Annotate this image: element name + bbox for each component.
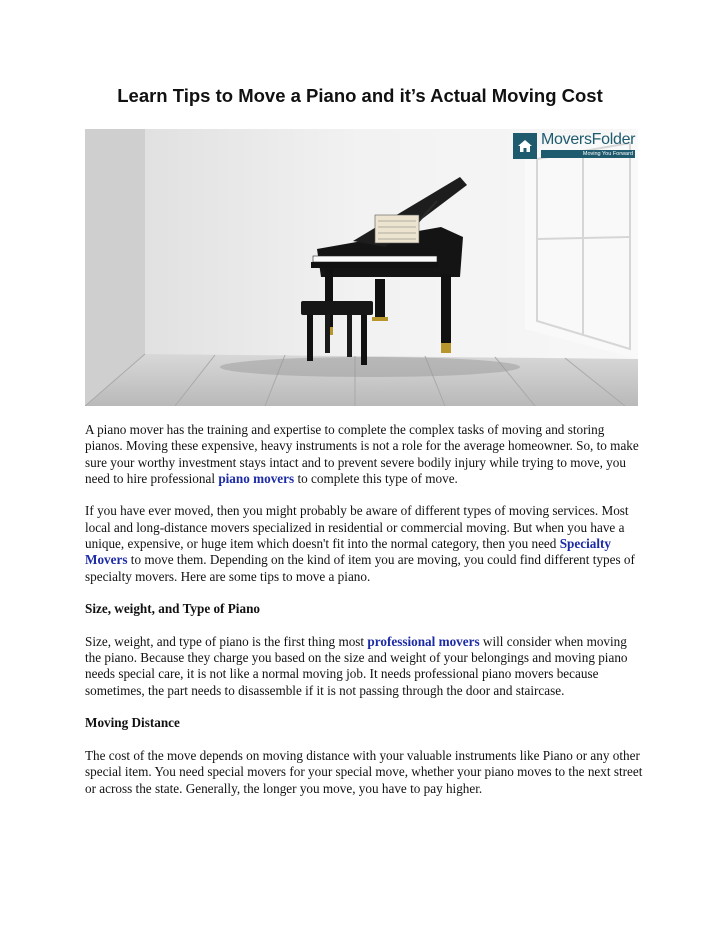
paragraph-moving-distance: The cost of the move depends on moving distance with your valuable instruments like Piano or any other special item. You need special movers for your special move, whether your piano moves to the next street or across the state. Generally, the longer you move, you have to pay higher. [85,747,643,796]
paragraph-text: to move them. Depending on the kind of item you are moving, you could find different types of specialty movers. Here are some tips to move a piano. [85,552,635,584]
piano-movers-link[interactable]: piano movers [218,470,295,486]
page-title: Learn Tips to Move a Piano and it’s Actual Moving Cost [117,85,603,106]
paragraph-text: A piano mover has the training and expertise to complete the complex tasks of moving and storing pianos. Moving these expensive, heavy instruments is not a role for the average homeowner. So, to make sure your worthy investment stays intact and to prevent severe bodily injury while trying to move, you need to hire professional [85,422,639,486]
hero-image-piano [85,129,638,406]
paragraph-text: If you have ever moved, then you might probably be aware of different types of moving services. Most local and long-distance movers specialized in residential or commercial moving. But when you have a unique, expensive, or huge item which doesn't fit into the normal category, then you need [85,503,629,552]
article-body [85,422,645,813]
heading-moving-distance: Moving Distance [85,715,180,731]
professional-movers-link[interactable]: professional movers [367,633,480,649]
paragraph-piano-mover [85,422,645,487]
movers-folder-logo [513,133,635,159]
logo-name: MoversFolder [541,131,636,148]
heading-size-weight-type: Size, weight, and Type of Piano [85,601,260,617]
paragraph-size-weight [85,634,645,699]
paragraph-text: to complete this type of move. [294,470,458,486]
paragraph-text: will consider when moving the piano. Because they charge you based on the size and weight of your belongings and moving piano needs special care, it is not like a normal moving job. It needs professional piano movers because sometimes, the part needs to disassemble if it is not passing through the door and staircase. [85,633,628,698]
house-icon [513,133,537,159]
paragraph-text: Size, weight, and type of piano is the first thing most [85,633,368,649]
logo-tagline: Moving You Forward [541,150,635,158]
specialty-movers-link[interactable]: Specialty Movers [85,536,611,568]
paragraph-specialty-movers [85,503,645,584]
piano-room-illustration [85,129,638,406]
